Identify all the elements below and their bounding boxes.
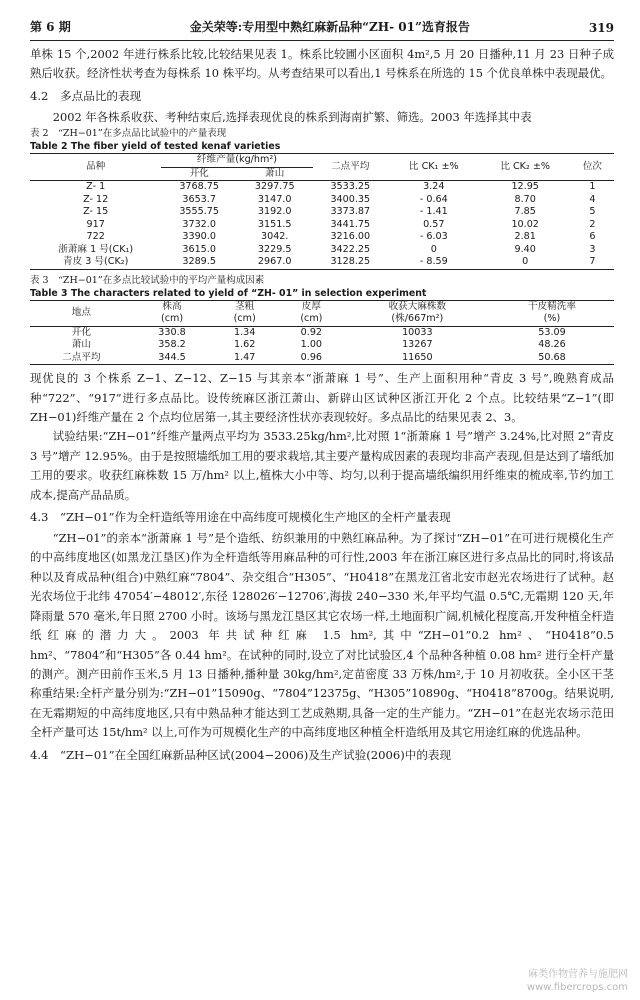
table2-header-site2: 萧山 — [265, 167, 285, 179]
table-cell: 0 — [522, 256, 529, 268]
table-row — [30, 231, 614, 244]
table-cell: 3.24 — [423, 181, 445, 193]
section-heading-4-2: 4.2 多点品比的表现 — [30, 88, 142, 103]
table-cell: 3297.75 — [254, 181, 295, 193]
table-cell: 二点平均 — [62, 351, 101, 363]
table-cell: 3128.25 — [330, 256, 371, 268]
table-cell: 2967.0 — [257, 256, 292, 268]
table-cell: 1 — [589, 181, 596, 193]
paragraph: “ZH−01”的亲本“浙萧麻 1 号”是个造纸、纺织兼用的中熟红麻品种。为了探讨“ZH−01”在可进行规模化生产的中高纬度地区(如黑龙江垦区)作为全杆造纸等用麻品种的可行性,2003 年在浙江麻区进行多点品比的同时,将该品种以及育成品种(组合)中熟红麻“7804”、杂交组合“H305”、“H0418”在黑龙江省北安市赵光农场进行了试种。赵光农场位于北纬 47054′−48012′,东径 128026′−12706′,海拔 240−330 米,年平均气温 0.5℃,无霜期 120 天,年降雨量 570 毫米,年日照 2700 小时。该场与黑龙江垦区其它农场一样,土地面积广阔,机械化程度高,开发种植全杆造纸红麻的潜力大。2003 年共试种红麻 1.5 hm²,其中“ZH−01”0.2 hm²、“H0418”0.5 hm²、“7804”和“H305”各 0.44 hm²。在试种的同时,设立了对比试验区,4 个品种各种植 0.08 hm² 进行全杆产量的测产。测产田前作玉米,5 月 13 日播种,播种量 30kg/hm²,定苗密度 33 万株/hm²,于 10 月初收获。全小区干茎称重结果:全杆产量分别为:“ZH−01”15090g、“7804”12375g、“H305”10890g、“H0418”8700g。结果说明,在无霜期短的中高纬度地区,只有中熟品种才能达到工艺成熟期,具备一定的生产能力。“ZH−01”在赵光农场示范田全杆产量可达 15t/hm² 以上,可作为可规模化生产的中高纬度地区种植全杆造纸用及其它用途红麻的优选品种。 — [30, 531, 614, 740]
table-cell: - 6.03 — [419, 231, 448, 243]
paragraph: 试验结果:“ZH−01”纤维产量两点平均为 3533.25kg/hm²,比对照 1“浙萧麻 1 号”增产 3.24%,比对照 2“青皮 3 号”增产 12.95%。由于是按照墙纸加工用的要求栽培,其主要产量构成因素的表现均非高产表现,但是达到了墙纸加工用的要求。收获红麻株数 15 万/hm² 以上,植株大小中等、均匀,以利于提高墙纸编织用纤维束的梳成率,节约加工成本,提高产品品质。 — [30, 429, 614, 502]
table3-header-site: 地点 — [71, 306, 91, 318]
table3-unit-height: (cm) — [160, 313, 184, 325]
table-cell: Z- 1 — [86, 181, 106, 193]
table-cell: 7.85 — [514, 206, 536, 218]
table-cell: 9.40 — [514, 243, 536, 255]
table-cell: 3216.00 — [330, 231, 371, 243]
table-row — [30, 256, 614, 269]
table-cell: 13267 — [402, 339, 433, 351]
running-title: 金关荣等:专用型中熟红麻新品种“ZH- 01”选育报告 — [189, 20, 470, 34]
table-cell: 青皮 3 号(CK₂) — [63, 256, 129, 268]
table-cell: - 1.41 — [419, 206, 448, 218]
table-cell: 10033 — [402, 326, 433, 338]
table-cell: Z- 15 — [83, 206, 109, 218]
table2-header-ck1: 比 CK₁ ±% — [408, 160, 459, 172]
table2-header-rank: 位次 — [582, 160, 603, 172]
table-cell: 3422.25 — [330, 243, 371, 255]
table-cell: 10.02 — [511, 218, 539, 230]
paragraph: 2002 年各株系收获、考种结束后,选择表现优良的株系到海南扩繁、筛选。2003 年选择其中表 — [52, 109, 532, 124]
table-cell: 48.26 — [538, 339, 566, 351]
table2-header-ck2: 比 CK₂ ±% — [500, 160, 551, 172]
table-cell: 3151.5 — [257, 218, 292, 230]
table-cell: 53.09 — [538, 326, 566, 338]
table-cell: 12.95 — [511, 181, 539, 193]
table-cell: 3390.0 — [182, 231, 216, 243]
table-cell: 0.57 — [423, 218, 445, 230]
table-cell: 3768.75 — [179, 181, 219, 193]
table2-caption-cn: 表 2 “ZH−01”在多点品比试验中的产量表现 — [30, 128, 227, 140]
page-number: 319 — [588, 21, 614, 35]
table-cell: 3373.87 — [330, 206, 371, 218]
table-cell: 3147.0 — [257, 193, 292, 205]
table-row — [30, 352, 614, 365]
table-cell: 3441.75 — [330, 218, 371, 230]
table2-header-fiber-yield: 纤维产量(kg/hm²) — [161, 154, 312, 168]
table-cell: 1.47 — [233, 351, 256, 363]
table-cell: Z- 12 — [83, 193, 109, 205]
table3-header-bark: 皮厚 — [301, 300, 321, 312]
table-cell: 0.92 — [300, 326, 323, 338]
issue-number: 第 6 期 — [30, 20, 71, 34]
table-cell: 3400.35 — [330, 193, 371, 205]
site-watermark — [527, 968, 628, 994]
table-cell: 3732.0 — [182, 218, 216, 230]
table-cell: 917 — [86, 218, 105, 230]
table3-header-yield: 干皮精洗率 — [528, 300, 576, 312]
paragraph: 现优良的 3 个株系 Z−1、Z−12、Z−15 与其亲本“浙萧麻 1 号”、生产上面积用种“青皮 3 号”,晚熟育成品种“722”、“917”进行多点品比。设传统麻区浙江萧山、新辟山区试种区浙江开化 2 个点。比较结果“Z−1”(即 ZH−01)纤维产量在 2 个点均位居第一,其主要经济性状亦表现较好。多点品比的结果见表 2、3。 — [30, 371, 614, 425]
table-cell: 5 — [589, 206, 596, 218]
table-cell: - 0.64 — [419, 193, 448, 205]
table-cell: 330.8 — [158, 326, 186, 338]
table-cell: 1.00 — [300, 339, 323, 351]
table3-yield-factors — [30, 300, 614, 366]
table-cell: - 8.59 — [419, 256, 448, 268]
table-cell: 6 — [589, 231, 596, 243]
table3-header-height: 株高 — [162, 300, 182, 312]
table-cell: 0 — [430, 243, 437, 255]
table-cell: 3042. — [260, 231, 289, 243]
table-cell: 萧山 — [71, 339, 91, 351]
table-row — [30, 219, 614, 232]
running-header — [30, 18, 614, 41]
table-cell: 浙萧麻 1 号(CK₁) — [58, 243, 134, 255]
table3-header-stem: 茎粗 — [235, 300, 255, 312]
table-cell: 7 — [589, 256, 596, 268]
table-cell: 0.96 — [300, 351, 323, 363]
table-cell: 358.2 — [158, 339, 186, 351]
table-cell: 8.70 — [514, 193, 536, 205]
table-row — [30, 181, 614, 194]
table-cell: 1.34 — [233, 326, 256, 338]
watermark-line-2: www.fibercrops.com — [526, 982, 628, 993]
table-cell: 3653.7 — [182, 193, 216, 205]
table3-unit-plants: (株/667m²) — [391, 313, 444, 325]
table-cell: 2.81 — [514, 231, 536, 243]
table-cell: 3 — [589, 243, 596, 255]
watermark-line-1: 麻类作物营养与施肥网 — [528, 969, 628, 980]
table-cell: 2 — [589, 218, 596, 230]
table-cell: 3555.75 — [179, 206, 219, 218]
table-cell: 50.68 — [538, 351, 566, 363]
section-heading-4-4: 4.4 “ZH−01”在全国红麻新品种区试(2004−2006)及生产试验(2006)中的表现 — [30, 747, 452, 762]
table-row — [30, 326, 614, 339]
table-cell: 1.62 — [233, 339, 256, 351]
table-row — [30, 206, 614, 219]
table-cell: 3615.0 — [182, 243, 216, 255]
table-row — [30, 194, 614, 207]
table3-caption-en: Table 3 The characters related to yield of “ZH- 01” in selection experiment — [30, 287, 427, 299]
table-cell: 722 — [86, 231, 105, 243]
table2-fiber-yield — [30, 153, 614, 270]
table-row — [30, 339, 614, 352]
table2-header-average: 二点平均 — [331, 160, 370, 172]
paper-page — [30, 18, 614, 767]
table-cell: 开化 — [71, 326, 91, 338]
table-row — [30, 244, 614, 257]
table3-unit-stem: (cm) — [233, 313, 256, 325]
table2-header-site1: 开化 — [189, 167, 209, 179]
table3-caption-cn: 表 3 “ZH−01”在多点比较试验中的平均产量构成因素 — [30, 274, 265, 286]
paragraph: 单株 15 个,2002 年进行株系比较,比较结果见表 1。株系比较圃小区面积 4m²,5 月 20 日播种,11 月 23 日种子成熟后收获。经济性状考查为每株系 10 株平均。从考查结果可以看出,1 号株系在所选的 15 个优良单株中表现最优。 — [30, 47, 614, 81]
table3-unit-yield: (%) — [543, 313, 561, 325]
table-cell: 11650 — [402, 351, 433, 363]
table-cell: 4 — [589, 193, 596, 205]
table2-header-variety: 品种 — [86, 160, 106, 172]
table3-unit-bark: (cm) — [300, 313, 323, 325]
table-cell: 344.5 — [158, 351, 186, 363]
table-cell: 3192.0 — [257, 206, 292, 218]
table3-header-plants: 收获大麻株数 — [388, 300, 447, 312]
table-cell: 3229.5 — [257, 243, 292, 255]
section-heading-4-3: 4.3 “ZH−01”作为全杆造纸等用途在中高纬度可规模化生产地区的全杆产量表现 — [30, 510, 451, 525]
table2-caption-en: Table 2 The fiber yield of tested kenaf varieties — [30, 141, 281, 153]
table-cell: 3533.25 — [330, 181, 371, 193]
table-cell: 3289.5 — [182, 256, 216, 268]
